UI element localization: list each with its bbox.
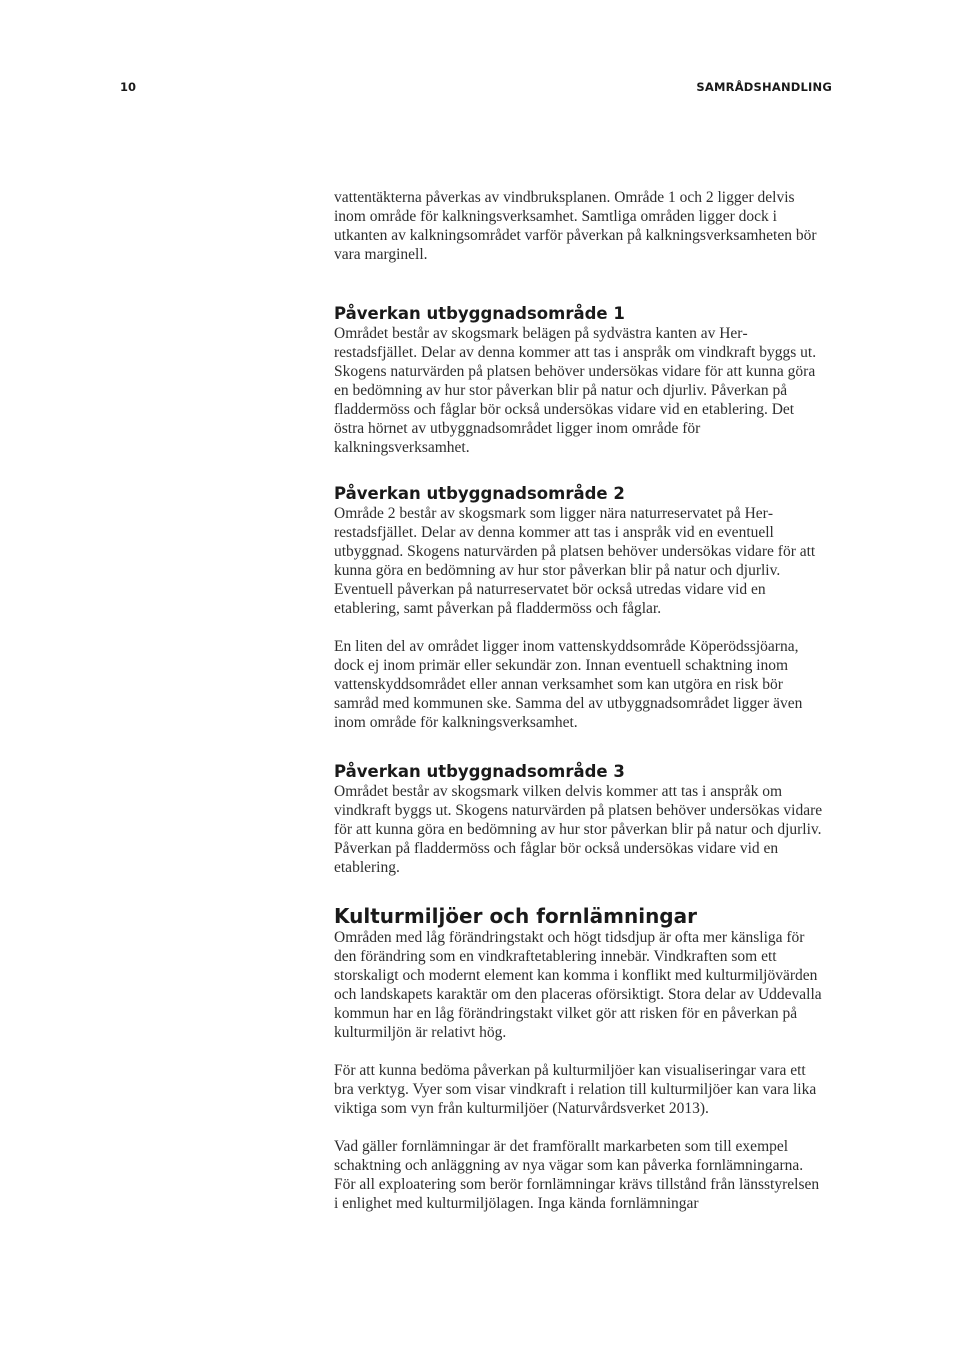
section-cultural-environments [334, 904, 824, 1213]
body-paragraph: För att kunna bedöma påverkan på kulturmiljöer kan visualiseringar vara ett bra verktyg. Vyer som visar vindkraft i relation till kulturmiljöer kan vara lika viktiga som vyn från kulturmiljöer (Naturvårdsverket 2013). [334, 1062, 817, 1117]
body-paragraph: En liten del av området ligger inom vattenskyddsområde Köperödssjöarna, dock ej inom primär eller sekundär zon. Innan eventuell schaktning inom vattenskyddsområdet eller annan verksamhet som kan utgöra en risk bör samråd med kommunen ske. Samma del av utbyggnadsområdet ligger även inom område för kalkningsverksamhet. [334, 638, 803, 731]
section-area-2 [334, 484, 824, 732]
section-heading: Påverkan utbyggnadsområde 1 [334, 304, 625, 323]
intro-section [334, 188, 824, 264]
body-paragraph: Området består av skogsmark belägen på sydvästra kanten av Herrestadsfjället. Delar av denna kommer att tas i anspråk om vindkraft byggs ut. Skogens naturvärden på platsen behöver undersökas vidare för att kunna göra en bedömning av hur stor påverkan blir på natur och djurliv. Påverkan på fladdermöss och fåglar bör också undersökas vidare vid en etablering. Det östra hörnet av utbyggnadsområdet ligger inom område för kalkningsverksamhet. [334, 325, 817, 456]
section-area-3 [334, 762, 824, 877]
body-paragraph: Området består av skogsmark vilken delvis kommer att tas i anspråk om vindkraft byggs ut. Skogens naturvärden på platsen behöver undersökas vidare för att kunna göra en bedömning av hur stor påverkan blir på natur och djurliv. Påverkan på fladdermöss och fåglar bör också undersökas vidare vid en etablering. [334, 783, 823, 876]
section-heading: Påverkan utbyggnadsområde 3 [334, 762, 625, 781]
body-paragraph: vattentäkterna påverkas av vindbruksplanen. Område 1 och 2 ligger delvis inom område för kalkningsverksamhet. Samtliga områden ligger dock i utkanten av kalkningsområdet varför påverkan på kalkningsverksamheten bör vara marginell. [334, 189, 817, 263]
body-paragraph: Vad gäller fornlämningar är det framförallt markarbeten som till exempel schaktning och anläggning av nya vägar som kan påverka fornlämningarna. För all exploatering som berör fornlämningar krävs tillstånd från länsstyrelsen i enlighet med kulturmiljölagen. Inga kända fornlämningar [334, 1138, 820, 1212]
section-heading-large: Kulturmiljöer och fornlämningar [334, 904, 697, 928]
section-area-1 [334, 304, 824, 457]
body-paragraph: Område 2 består av skogsmark som ligger nära naturreservatet på Herrestadsfjället. Delar av denna kommer att tas i anspråk vid en eventuell utbyggnad. Skogens naturvärden på platsen behöver undersökas vidare för att kunna göra en bedömning av hur stor påverkan blir på natur och djurliv. Eventuell påverkan på naturreservatet bör också utredas vidare vid en etablering, samt påverkan på fladdermöss och fåglar. [334, 505, 816, 617]
page-header [120, 80, 832, 100]
document-type-label: SAMRÅDSHANDLING [696, 80, 832, 94]
section-heading: Påverkan utbyggnadsområde 2 [334, 484, 625, 503]
page-number: 10 [120, 80, 137, 94]
body-paragraph: Områden med låg förändringstakt och högt tidsdjup är ofta mer känsliga för den förändring som en vindkraftetablering innebär. Vindkraften som ett storskaligt och modernt element kan komma i konflikt med kulturmiljövärden och landskapets karaktär om den placeras oförsiktigt. Stora delar av Uddevalla kommun har en låg förändringstakt vilket gör att risken för en påverkan på kulturmiljön är relativt hög. [334, 929, 822, 1041]
